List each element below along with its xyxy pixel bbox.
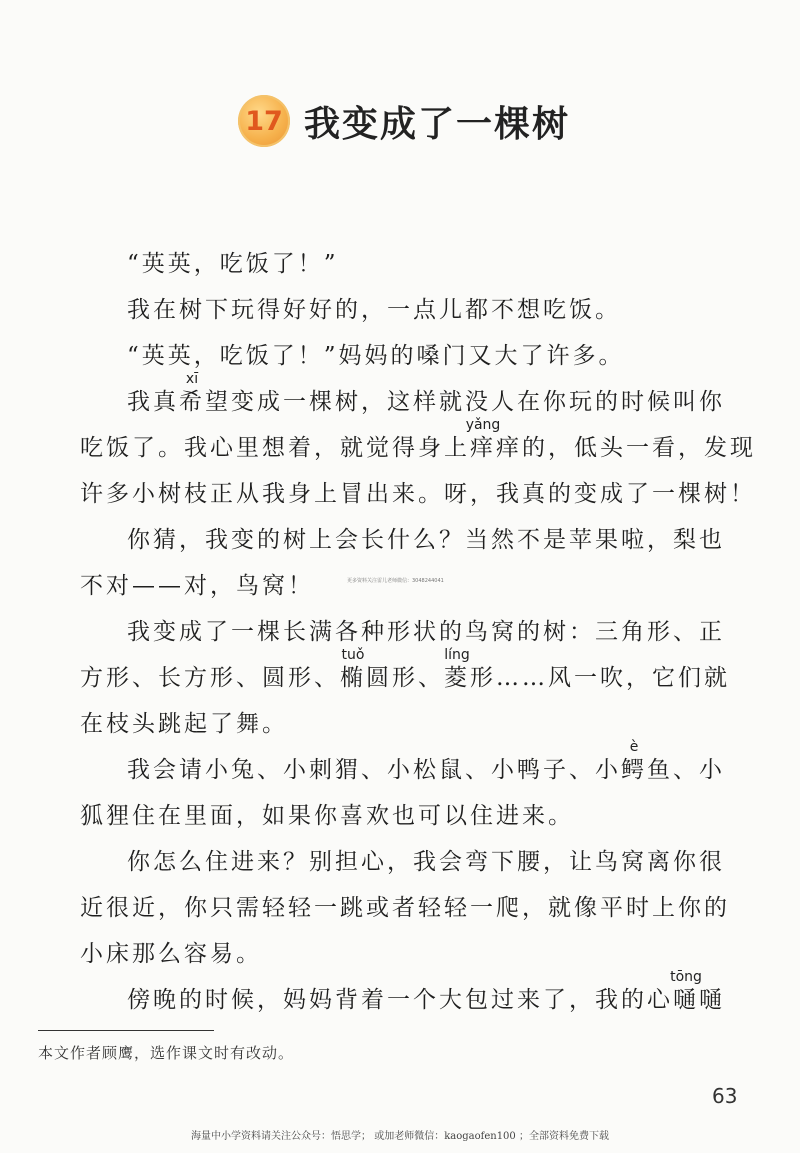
bottom-banner: 海量中小学资料请关注公众号：悟思学； 或加老师微信：kaogaofen100 ；全部资料免费下载	[191, 1131, 609, 1142]
watermark-text: 更多资料关注雷儿老师微信：3048244041	[347, 578, 444, 584]
pinyin-annotation: è	[629, 739, 639, 755]
lesson-body	[80, 241, 756, 1023]
text-line: 我在树下玩得好好的，一点儿都不想吃饭。	[127, 297, 621, 323]
text-line: 小床那么容易。	[80, 941, 262, 967]
text-line: 近很近，你只需轻轻一跳或者轻轻一爬，就像平时上你的	[80, 895, 730, 921]
text-line: 吃饭了。我心里想着，就觉得身上 yǎng 痒痒的，低头一看，发现	[80, 425, 740, 471]
footnote: 本文作者顾鹰，选作课文时有改动。	[38, 1044, 295, 1062]
footnote-divider	[38, 1030, 214, 1031]
annotated-char: líng 菱	[444, 647, 470, 691]
text-line: 在枝头跳起了舞。	[80, 711, 288, 737]
pinyin-annotation: tuǒ	[341, 647, 365, 663]
text-line: 许多小树枝正从我身上冒出来。呀，我真的变成了一棵树！	[80, 481, 756, 507]
annotated-char: è 鳄	[621, 739, 647, 783]
lesson-title: 我变成了一棵树	[304, 103, 571, 145]
text-line: 我变成了一棵长满各种形状的鸟窝的树：三角形、正	[127, 619, 725, 645]
lesson-number-badge: 17	[238, 95, 290, 147]
pinyin-annotation: líng	[444, 647, 470, 663]
annotated-char: tuǒ 椭	[340, 647, 366, 691]
text-line: 方形、长方形、圆形、 tuǒ 椭圆形、 líng 菱形……风一吹，它们就	[80, 655, 740, 701]
text-line: “英英，吃饭了！”妈妈的嗓门又大了许多。	[127, 343, 625, 369]
text-line: “英英，吃饭了！”	[127, 251, 339, 277]
pinyin-annotation: tōng	[670, 969, 702, 985]
text-line: 我会请小兔、小刺猬、小松鼠、小鸭子、小 è 鳄鱼、小	[80, 747, 740, 793]
lesson-header	[238, 95, 570, 147]
text-line: 不对——对，鸟窝！	[80, 573, 314, 599]
pinyin-annotation: xī	[185, 371, 199, 387]
text-line: 我真 xī 希望变成一棵树，这样就没人在你玩的时候叫你	[80, 379, 740, 425]
text-line: 你怎么住进来？别担心，我会弯下腰，让鸟窝离你很	[127, 849, 725, 875]
text-line: 傍晚的时候，妈妈背着一个大包过来了，我的心 tōng 嗵嗵	[80, 977, 740, 1023]
annotated-char: tōng 嗵	[670, 969, 702, 1013]
text-line: 狐狸住在里面，如果你喜欢也可以住进来。	[80, 803, 574, 829]
text-line: 你猜，我变的树上会长什么？当然不是苹果啦，梨也	[127, 527, 725, 553]
annotated-char: yǎng 痒	[465, 417, 501, 461]
pinyin-annotation: yǎng	[465, 417, 501, 433]
page-number: 63	[712, 1084, 738, 1108]
annotated-char: xī 希	[179, 371, 205, 415]
